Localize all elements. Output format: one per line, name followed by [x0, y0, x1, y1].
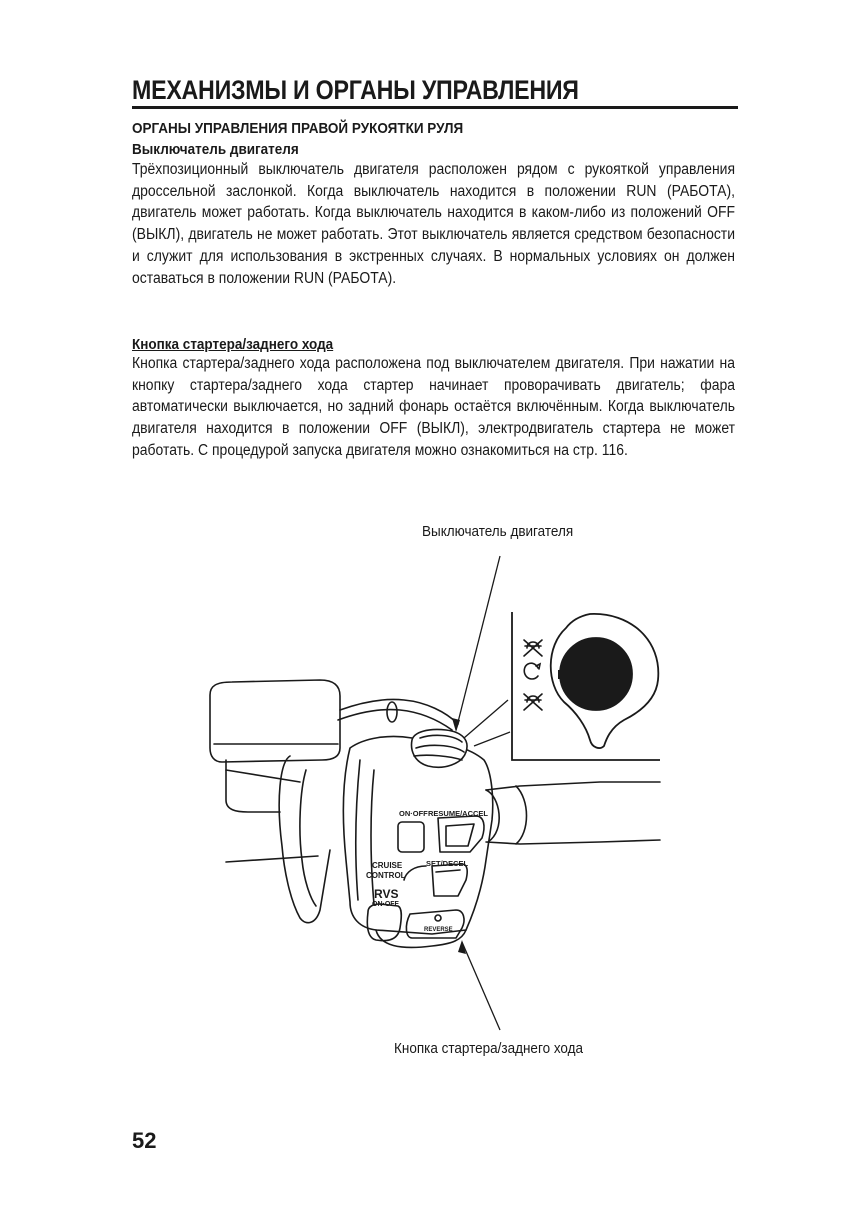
handlebar-illustration — [200, 515, 670, 1070]
engine-switch-symbols — [524, 640, 542, 710]
engine-switch-inset — [512, 612, 660, 760]
resume-accel-button — [446, 824, 474, 846]
engine-switch-heading: Выключатель двигателя — [132, 141, 299, 158]
label-rvs-on-off: ON·OFF — [372, 901, 399, 908]
label-rvs: RVS — [374, 887, 399, 901]
page-title: МЕХАНИЗМЫ И ОРГАНЫ УПРАВЛЕНИЯ — [132, 75, 579, 105]
label-cruise: CRUISE — [372, 861, 403, 870]
label-resume-accel: RESUME/ACCEL — [428, 809, 489, 818]
label-control: CONTROL — [366, 871, 406, 880]
page-number: 52 — [132, 1128, 157, 1153]
starter-button-heading: Кнопка стартера/заднего хода — [132, 336, 334, 353]
master-cylinder — [210, 680, 340, 762]
set-decel-button — [432, 864, 467, 896]
callout-engine-switch: Выключатель двигателя — [422, 523, 574, 540]
starter-button-paragraph: Кнопка стартера/заднего хода расположена под выключателем двигателя. При нажатии на кнопку стартера/заднего хода стартер начинает проворачивать двигатель; фара автоматически выключается, но задний фонарь остаётся включённым. Когда выключатель двигателя находится в положении OFF (ВЫКЛ), электродвигатель стартера не может работать. С процедурой запуска двигателя можно ознакомиться на стр. 116. — [132, 355, 735, 459]
title-rule — [132, 106, 738, 109]
leader-engine-switch — [456, 556, 500, 730]
label-reverse: REVERSE — [424, 927, 453, 933]
label-set-decel: SET/DECEL — [426, 859, 469, 868]
off-symbol-bottom — [524, 694, 542, 710]
off-symbol-top — [524, 640, 542, 656]
callout-starter-button: Кнопка стартера/заднего хода — [394, 1040, 584, 1057]
leader-starter-button — [462, 942, 500, 1030]
throttle-grip — [486, 782, 660, 790]
on-off-button — [398, 822, 424, 852]
label-on-off: ON·OFF — [399, 809, 428, 818]
rvs-button — [367, 904, 401, 941]
engine-switch-paragraph: Трёхпозиционный выключатель двигателя расположен рядом с рукояткой управления дроссельной заслонкой. Когда выключатель находится в положении RUN (РАБОТА), двигатель может работать. Когда выключатель находится в каком-либо из положений OFF (ВЫКЛ), двигатель не может работать. Этот выключатель является средством безопасности и служит для использования в экстренных случаях. В нормальных условиях он должен оставаться в положении RUN (РАБОТА). — [132, 161, 735, 287]
section-heading: ОРГАНЫ УПРАВЛЕНИЯ ПРАВОЙ РУКОЯТКИ РУЛЯ — [132, 120, 464, 137]
